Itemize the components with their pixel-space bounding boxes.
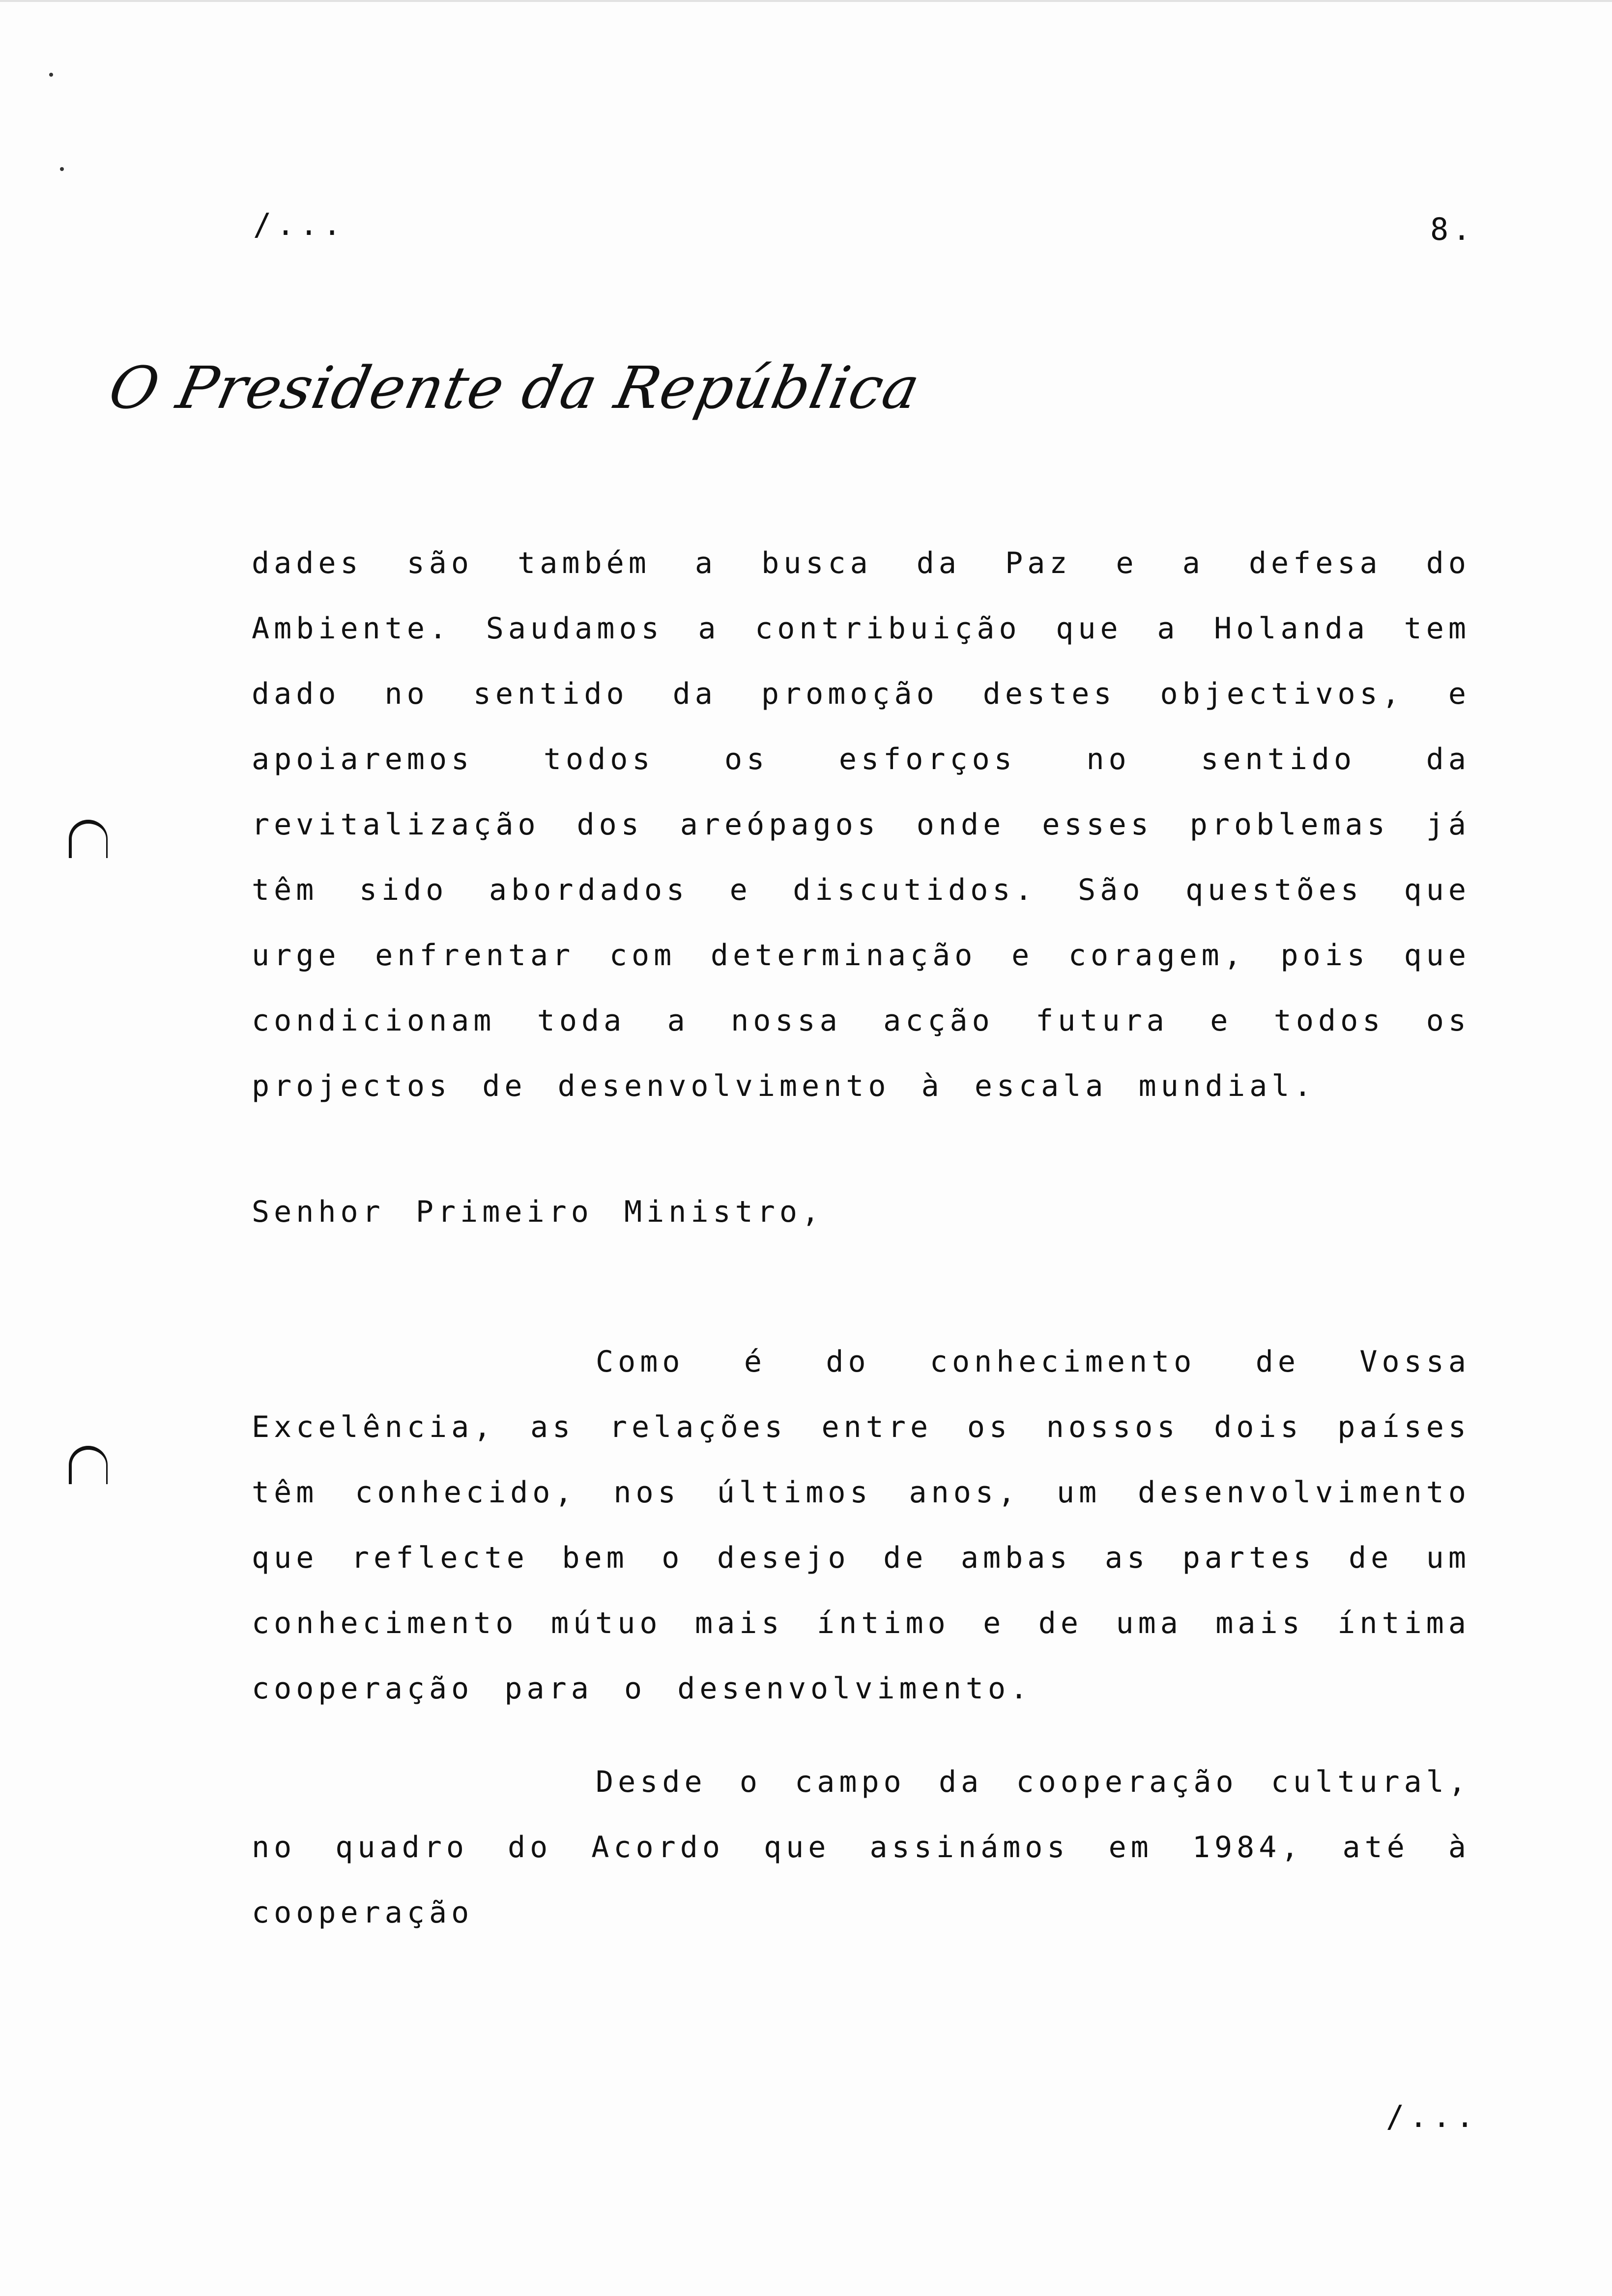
salutation: Senhor Primeiro Ministro, [252, 1195, 824, 1229]
paragraph-1: dades são também a busca da Paz e a defesa do Ambiente. Saudamos a contribuição que a Holanda tem dado no sentido da promoção destes objectivos, e apoiaremos todos os esforços no sentido da revitalização dos areópagos onde esses problemas já têm sido abordados e discutidos. São questões que urge enfrentar com determinação e coragem, pois que condicionam toda a nossa acção futura e todos os projectos de desenvolvimento à escala mundial. [252, 546, 1470, 1103]
punch-hole-mark [69, 820, 108, 858]
scan-speck [49, 73, 53, 77]
header-continuation-mark: /... [253, 206, 346, 242]
paragraph-3: Desde o campo da cooperação cultural, no quadro do Acordo que assinámos em 1984, até à cooperação [252, 1765, 1470, 1930]
scan-speck [60, 167, 64, 171]
punch-hole-mark [69, 1446, 108, 1484]
paragraph-2: Como é do conhecimento de Vossa Excelência, as relações entre os nossos dois países têm conhecido, nos últimos anos, um desenvolvimento que reflecte bem o desejo de ambas as partes de um conhecimento mútuo mais íntimo e de uma mais íntima cooperação para o desenvolvimento. [252, 1345, 1470, 1706]
letterhead: O Presidente da República [103, 354, 926, 422]
page-number: 8. [1430, 211, 1475, 247]
footer-continuation-mark: /... [1386, 2098, 1479, 2134]
scan-edge [0, 0, 1612, 2]
